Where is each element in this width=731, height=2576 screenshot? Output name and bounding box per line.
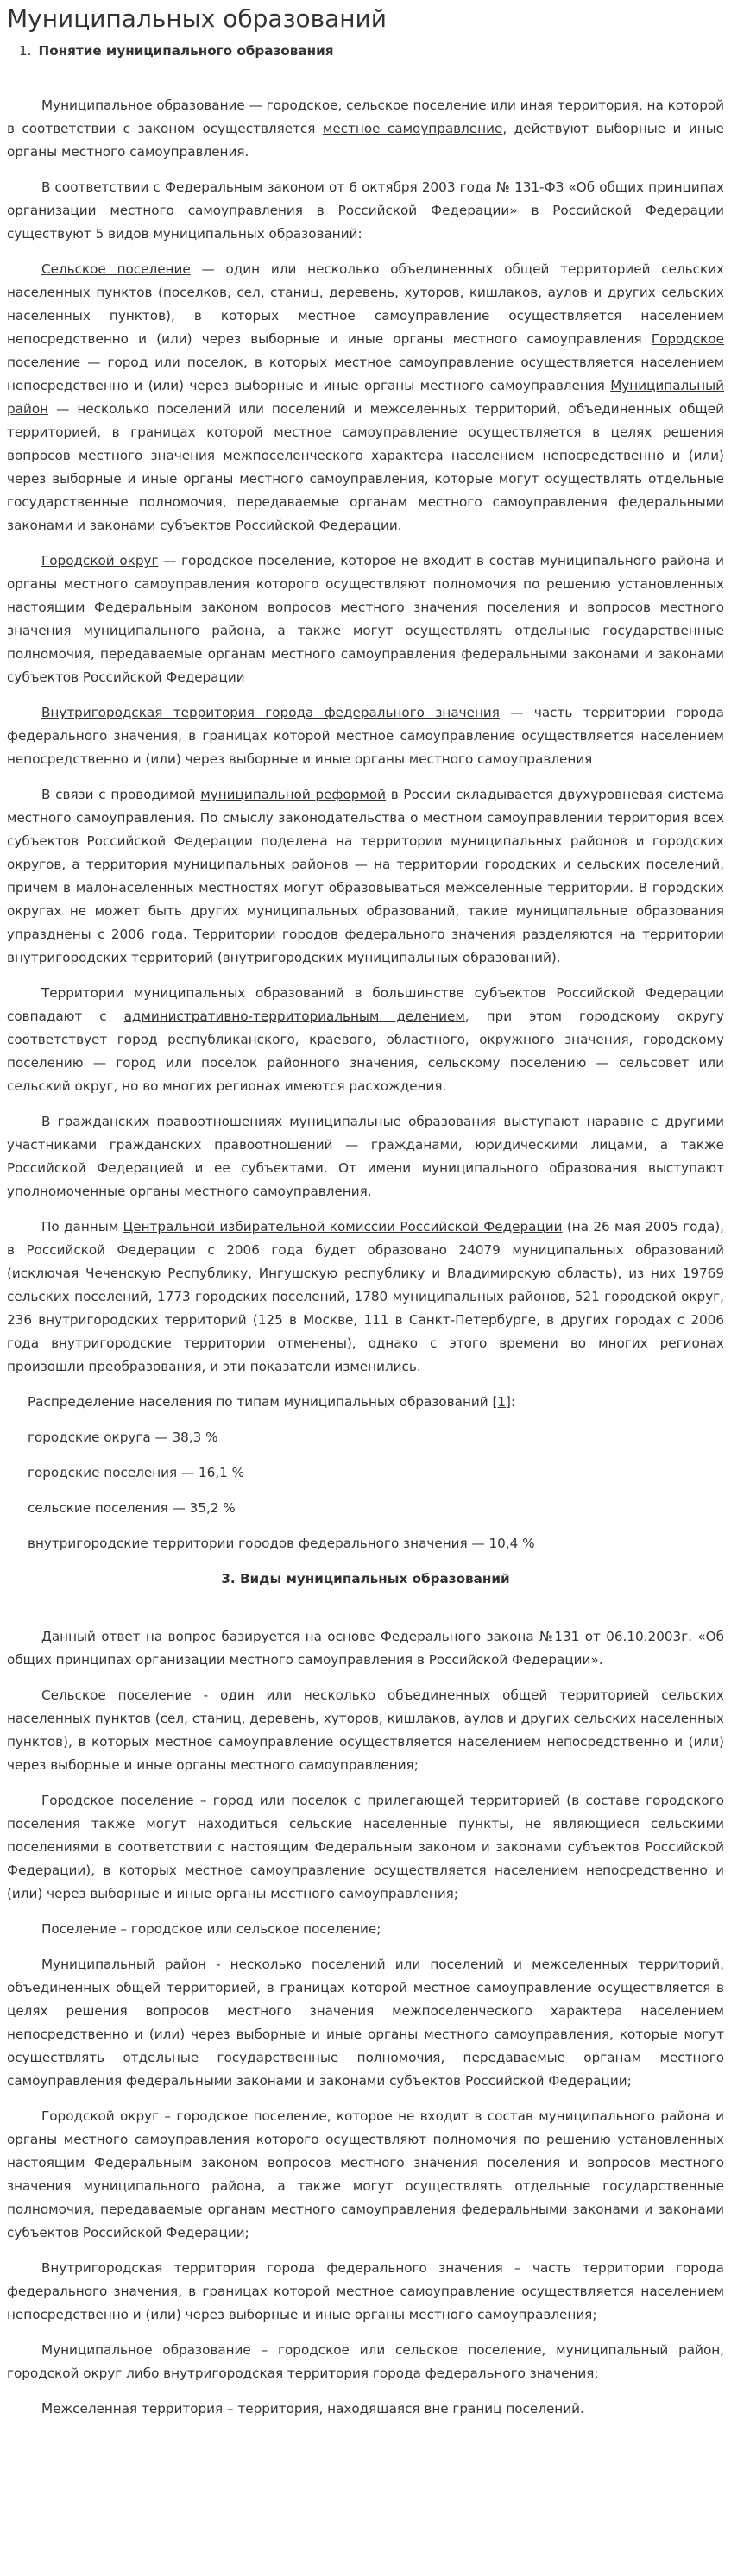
paragraph-civil-relations: В гражданских правоотношениях муниципальные образования выступают наравне с другими участниками гражданских правоотношений — гражданами, юридическими лицами, а также Российской Федерацией и ее субъектами. От имени муниципального образования выступают уполномоченные органы местного самоуправления. <box>7 1114 724 1199</box>
link-cec[interactable]: Центральной избирательной комиссии Российской Федерации <box>123 1219 563 1235</box>
paragraph-urban-settlement: Городское поселение – город или поселок с прилегающей территорией (в составе городского поселения также могут находиться сельские населенные пункты, не являющиеся сельскими поселениями в соответствии с настоящим Федеральным законом и законами субъектов Российской Федерации), в которых местное самоуправление осуществляется населением непосредственно и (или) через выборные и иные органы местного самоуправления; <box>7 1793 724 1901</box>
stat-item: городские округа — 38,3 % <box>28 1429 218 1445</box>
paragraph-cec-statistics: По данным Центральной избирательной комиссии Российской Федерации (на 26 мая 2005 года), в Российской Федерации с 2006 года будет образовано 24079 муниципальных образований (исключая Чеченскую Республику, Ингушскую республику и Владимирскую область), из них 19769 сельских поселений, 1773 городских поселений, 1780 муниципальных районов, 521 городской округ, 236 внутригородских территорий (125 в Москве, 111 в Санкт-Петербурге, в других городах с 2006 года внутригородские территории отменены), однако с этого времени во многих регионах произошли преобразования, и эти показатели изменились. <box>7 1219 724 1374</box>
stat-item: внутригородские территории городов федерального значения — 10,4 % <box>28 1536 535 1551</box>
section-title: Понятие муниципального образования <box>38 43 334 59</box>
paragraph-definition: Муниципальное образование — городское, сельское поселение или иная территория, на которой в соответствии с законом осуществляется местное самоуправление, действуют выборные и иные органы местного самоуправления. <box>7 97 725 160</box>
section-number: 1. <box>19 43 32 59</box>
paragraph-urban-okrug-def: Городской округ – городское поселение, которое не входит в состав муниципального района и органы местного самоуправления которого осуществляют полномочия по решению установленных настоящим Федеральным законом вопросов местного значения поселения и вопросов местного значения муниципального района, а также могут осуществлять отдельные государственные полномочия, передаваемые органам местного самоуправления федеральными законами и законами субъектов Российской Федерации; <box>7 2108 724 2240</box>
paragraph-federal-law: В соответствии с Федеральным законом от 6 октября 2003 года № 131-ФЗ «Об общих принципах организации местного самоуправления в Российской Федерации» в Российской Федерации существуют 5 видов муниципальных образований: <box>7 179 724 242</box>
link-local-self-government[interactable]: местное самоуправление <box>322 121 503 136</box>
stat-item: сельские поселения — 35,2 % <box>28 1500 236 1516</box>
distribution-label: Распределение населения по типам муниципальных образований [1]: <box>28 1394 516 1410</box>
paragraph-municipal-reform: В связи с проводимой муниципальной реформой в России складывается двухуровневая система местного самоуправления. По смыслу законодательства о местном самоуправлении территория всех субъектов Российской Федерации поделена на территории муниципальных районов и городских округов, а территория муниципальных районов — на территории городских и сельских поселений, причем в малонаселенных местностях могут образовываться межселенные территории. В городских округах не может быть других муниципальных образований, такие муниципальные образования упразднены с 2006 года. Территории городов федерального значения разделяются на территории внутригородских территорий (внутригородских муниципальных образований). <box>7 787 725 965</box>
paragraph-intracity-def: Внутригородская территория города федерального значения – часть территории города федерального значения, в границах которой местное самоуправление осуществляется населением непосредственно и (или) через выборные и иные органы местного самоуправления; <box>7 2260 724 2322</box>
link-intracity-territory[interactable]: Внутригородская территория города федерального значения <box>41 705 500 720</box>
paragraph-inter-settlement-def: Межселенная территория – территория, находящаяся вне границ поселений. <box>41 2401 584 2416</box>
stat-item: городские поселения — 16,1 % <box>28 1465 245 1480</box>
paragraph-types: Сельское поселение — один или несколько объединенных общей территорией сельских населенных пунктов (поселков, сел, станиц, деревень, хуторов, кишлаков, аулов и других сельских населенных пунктов), в которых местное самоуправление осуществляется населением непосредственно и (или) через выборные и иные органы местного самоуправления Городское поселение — город или поселок, в которых местное самоуправление осуществляется населением непосредственно и (или) через выборные и иные органы местного самоуправления Муниципальный район — несколько поселений или поселений и межселенных территорий, объединенных общей территорией, в границах которой местное самоуправление осуществляется в целях решения вопросов местного значения межпоселенческого характера населением непосредственно и (или) через выборные и иные органы местного самоуправления, которые могут осуществлять отдельные государственные полномочия, передаваемые органам местного самоуправления федеральными законами и законами субъектов Российской Федерации. <box>7 261 724 533</box>
paragraph-urban-okrug: Городской округ — городское поселение, которое не входит в состав муниципального района и органы местного самоуправления которого осуществляют полномочия по решению установленных настоящим Федеральным законом вопросов местного значения поселения и вопросов местного значения муниципального района, а также могут осуществлять отдельные государственные полномочия, передаваемые органам местного самоуправления федеральными законами и законами субъектов Российской Федерации <box>7 553 724 685</box>
paragraph-settlement: Поселение – городское или сельское поселение; <box>41 1921 381 1937</box>
paragraph-municipal-formation-def: Муниципальное образование – городское или сельское поселение, муниципальный район, городской округ либо внутригородская территория города федерального значения; <box>7 2342 724 2381</box>
link-admin-division[interactable]: административно-территориальным делением <box>123 1008 465 1024</box>
paragraph-admin-division: Территории муниципальных образований в большинстве субъектов Российской Федерации совпадают с административно-территориальным делением, при этом городскому округу соответствует город республиканского, краевого, областного, окружного значения, городскому поселению — город или поселок районного значения, сельскому поселению — сельсовет или сельский округ, но во многих регионах имеются расхождения. <box>7 985 724 1094</box>
paragraph-basis: Данный ответ на вопрос базируется на основе Федерального закона №131 от 06.10.2003г. «Об общих принципах организации местного самоуправления в Российской Федерации». <box>7 1629 724 1668</box>
section-1-heading <box>19 40 724 63</box>
paragraph-rural-settlement: Сельское поселение - один или несколько объединенных общей территорией сельских населенных пунктов (сел, станиц, деревень, хуторов, кишлаков, аулов и других сельских населенных пунктов), в которых местное самоуправление осуществляется населением непосредственно и (или) через выборные и иные органы местного самоуправления; <box>7 1687 724 1773</box>
link-urban-okrug[interactable]: Городской округ <box>41 553 159 569</box>
paragraph-intracity-territory: Внутригородская территория города федерального значения — часть территории города федерального значения, в границах которой местное самоуправление осуществляется населением непосредственно и (или) через выборные и иные органы местного самоуправления <box>7 705 724 767</box>
paragraph-municipal-district: Муниципальный район - несколько поселений или поселений и межселенных территорий, объединенных общей территорией, в границах которой местное самоуправление осуществляется в целях решения вопросов местного значения межпоселенческого характера населением непосредственно и (или) через выборные и иные органы местного самоуправления, которые могут осуществлять отдельные государственные полномочия, передаваемые органам местного самоуправления федеральными законами и законами субъектов Российской Федерации; <box>7 1957 724 2089</box>
footnote-ref[interactable]: [1] <box>492 1394 511 1410</box>
section-3-heading: 3. Виды муниципальных образований <box>221 1571 510 1586</box>
link-municipal-reform[interactable]: муниципальной реформой <box>200 787 386 802</box>
link-rural-settlement[interactable]: Сельское поселение <box>41 261 191 277</box>
link-urban-settlement[interactable]: Городское поселение <box>7 331 724 370</box>
page-title: Муниципальных образований <box>7 4 387 33</box>
link-municipal-district[interactable]: Муниципальный район <box>7 378 724 417</box>
